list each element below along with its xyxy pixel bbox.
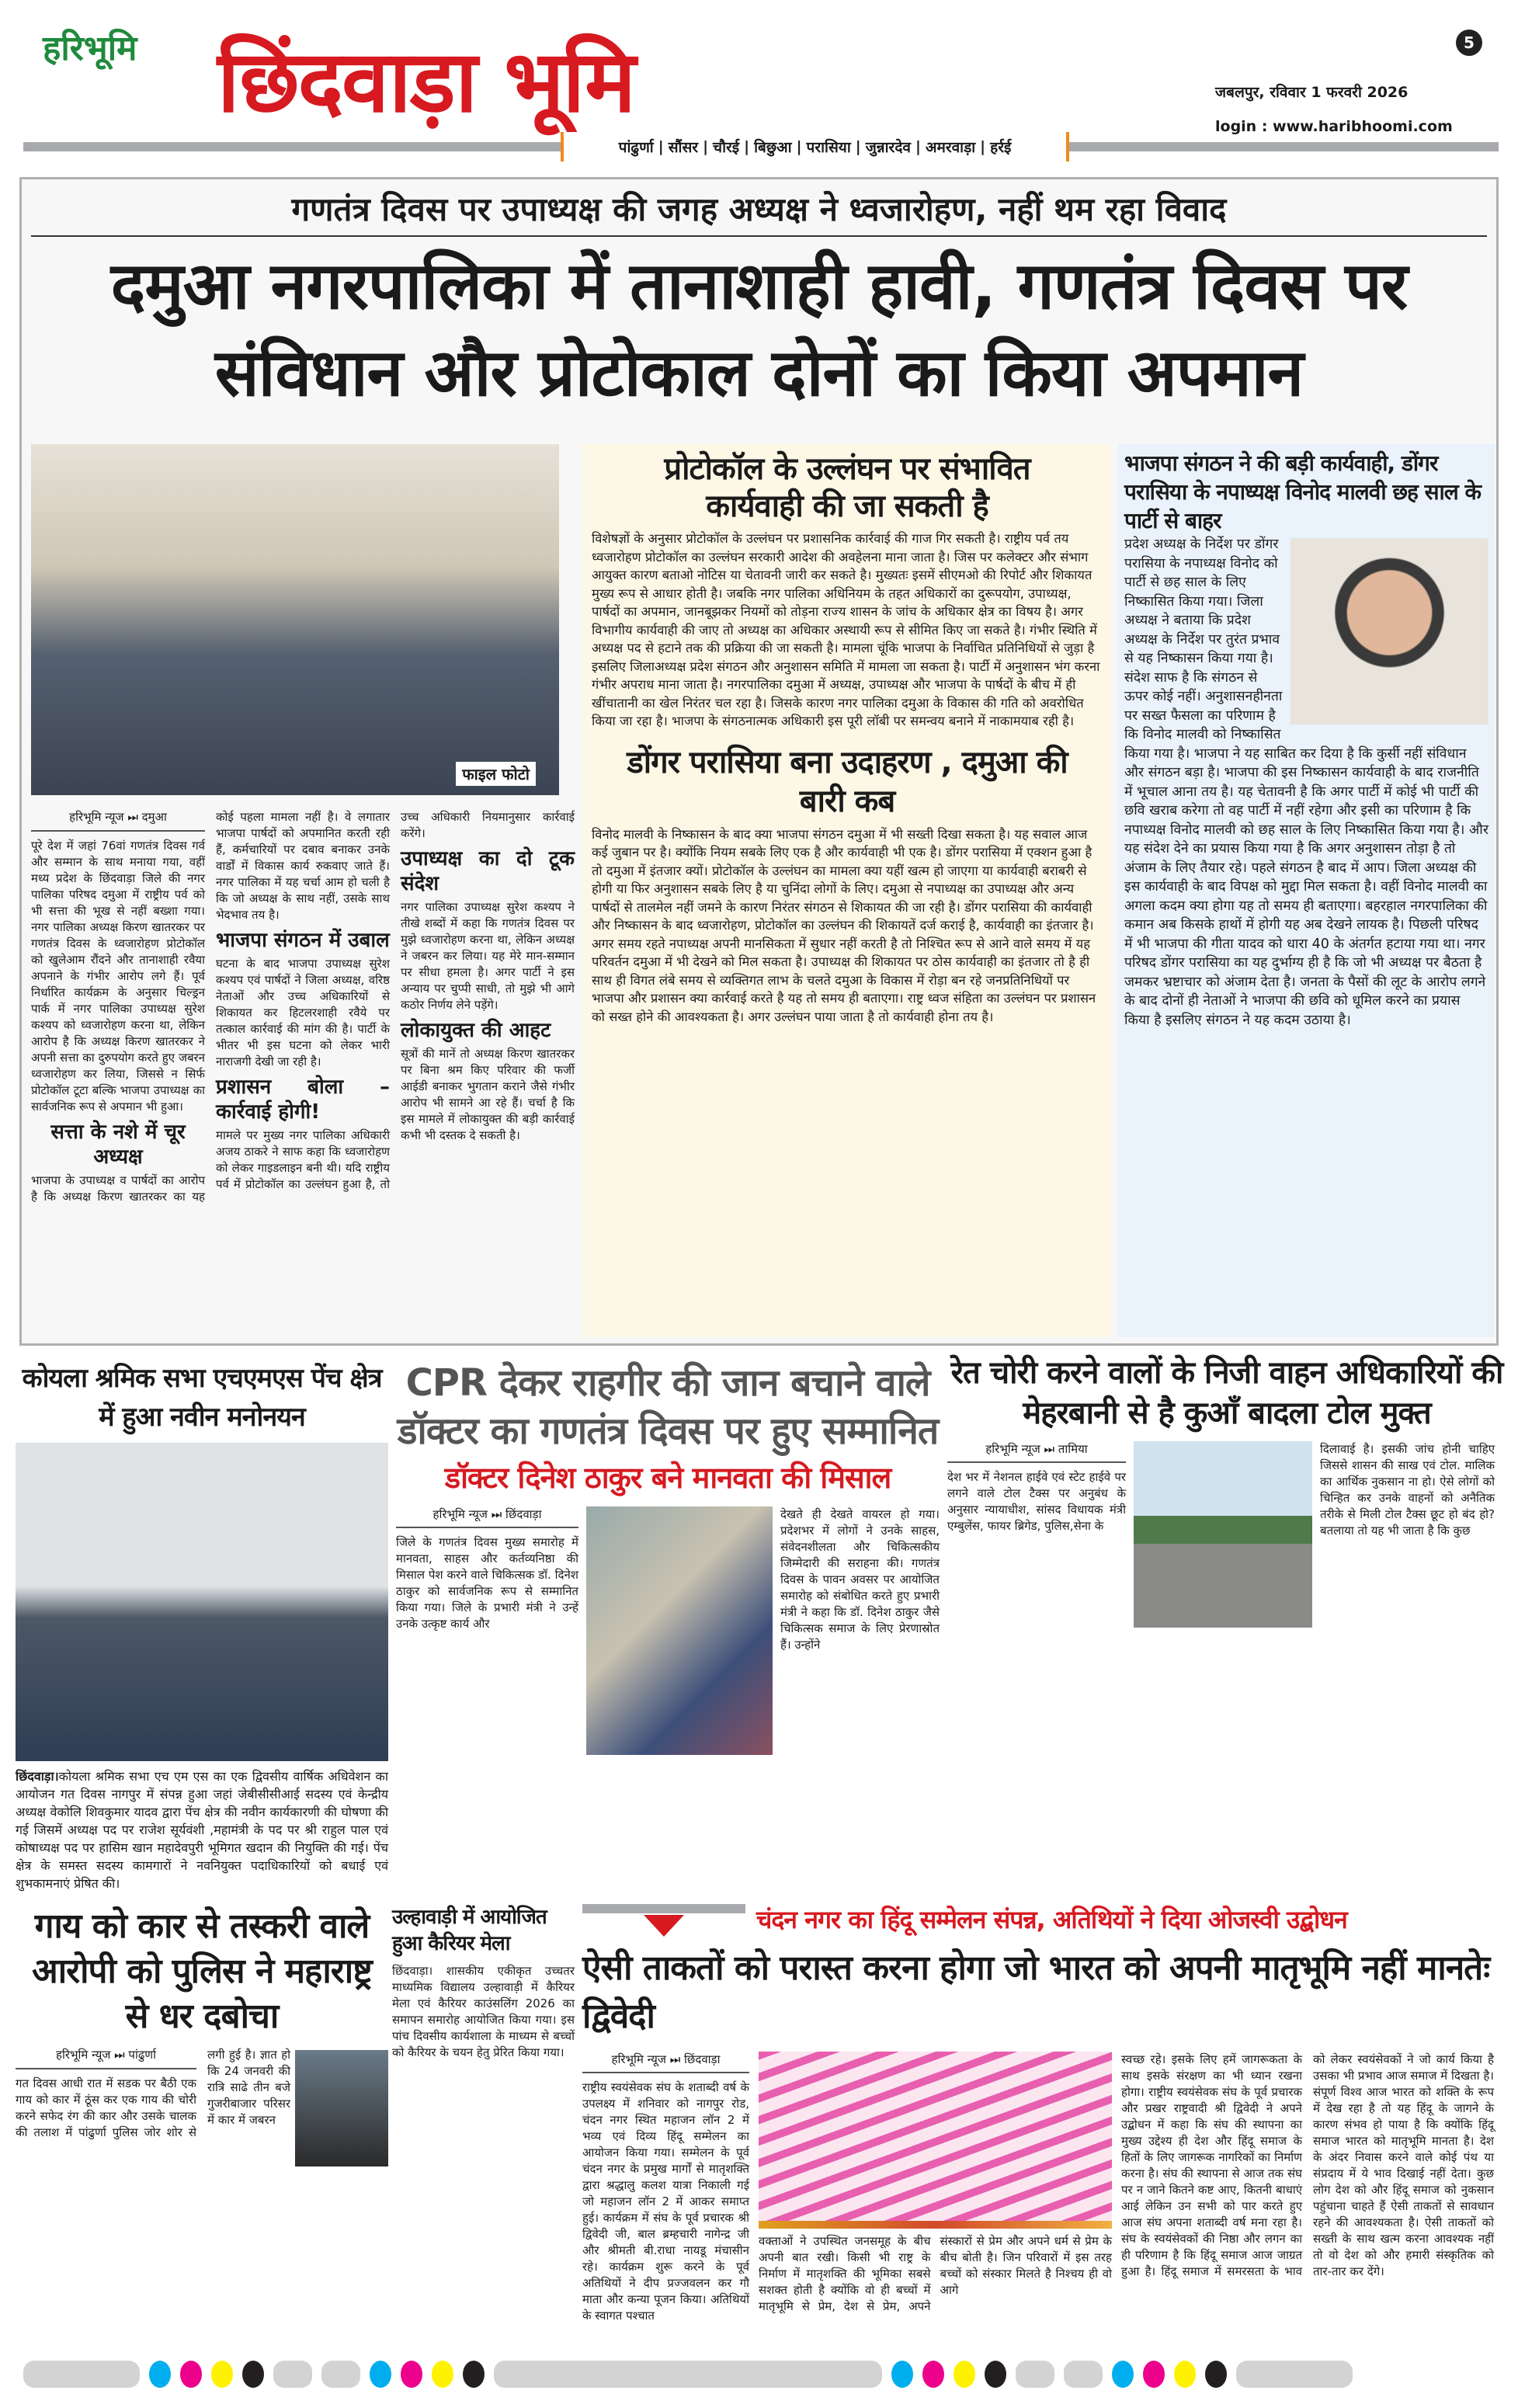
koyla-article bbox=[16, 1359, 388, 1892]
cpr-subhead: डॉक्टर दिनेश ठाकुर बने मानवता की मिसाल bbox=[444, 1461, 891, 1495]
career-headline: उल्हावाड़ी में आयोजित हुआ कैरियर मेला bbox=[392, 1906, 547, 1955]
registration-mark bbox=[922, 2361, 944, 2388]
edition-date: जबलपुर, रविवार 1 फरवरी 2026 bbox=[1215, 84, 1409, 101]
cow-headline: गाय को कार से तस्करी वाले आरोपी को पुलिस ने महाराष्ट्र से धर दबोचा bbox=[32, 1906, 372, 2036]
registration-mark bbox=[985, 2361, 1006, 2388]
registration-mark bbox=[370, 2361, 391, 2388]
dateline: हरिभूमि न्यूज ⏭ छिंदवाड़ा bbox=[582, 2052, 749, 2073]
hindu-kicker: चंदन नगर का हिंदू सम्मेलन संपन्न, अतिथियों ने दिया ओजस्वी उद्बोधन bbox=[756, 1905, 1347, 1934]
registration-mark bbox=[401, 2361, 422, 2388]
registration-mark bbox=[180, 2361, 202, 2388]
koyla-photo bbox=[16, 1443, 388, 1761]
koyla-body bbox=[16, 1767, 388, 1892]
registration-mark bbox=[1064, 2361, 1103, 2388]
registration-mark bbox=[211, 2361, 233, 2388]
brand-logo: हरिभूमि bbox=[43, 29, 137, 68]
koyla-text: कोयला श्रमिक सभा एच एम एस का एक द्विवसीय वार्षिक अधिवेशन का आयोजन गत दिवस नागपुर में संपन्न हुआ जहां जेबीसीसीआई सदस्य एवं केन्द्रीय अध्यक्ष वेकोलि शिवकुमार यादव द्वारा पेंच क्षेत्र की नवीन कार्यकारणी की घोषणा की गई जिसमें अध्यक्ष पद पर राजेश सूर्यवंशी ,महामंत्री के पद पर श्री राहुल पाल एवं कोषाध्यक्ष पद पर हासिम खान महादेवपुरी भूमिगत खदान की नियुक्ति की गई। पेंच क्षेत्र के समस्त सदस्य कामगारों ने नवनियुक्त पदाधिकारियों को बधाई एवं शुभकामनाएं प्रेषित की। bbox=[16, 1769, 388, 1891]
bjp-body: प्रदेश अध्यक्ष के निर्देश पर डोंगर परासिया के नपाध्यक्ष विनोद को पार्टी से छह साल के लिए निष्कासित किया गया। जिला अध्यक्ष ने बताया कि प्रदेश अध्यक्ष के निर्देश पर तुरंत प्रभाव से यह निष्कासन किया गया है। संदेश साफ है कि संगठन से ऊपर कोई नहीं। अनुशासनहीनता पर सख्त फैसला का परिणाम है कि विनोद मालवी को निष्कासित किया गया है। भाजपा ने यह साबित कर दिया है कि कुर्सी नहीं संविधान और संगठन बड़ा है। भाजपा की इस निष्कासन कार्यवाही के बाद राजनीति में भूचाल आना तय है। यह चेतावनी है कि अगर पार्टी में कोई भी पार्टी की छवि खराब करेगा तो वह पार्टी में नहीं रहेगा और इसी का परिणाम है कि नपाध्यक्ष विनोद मालवी को छह साल के लिए निष्कासित किया गया है। और यह संदेश देने का प्रयास किया गया है कि अगर अनुशासन तोड़ा है तो अंजाम के लिए तैयार रहे। पहले संगठन है बाद में आप। जिला अध्यक्ष की इस कार्यवाही के बाद विपक्ष को मुद्दा मिल सकता है। वहीं विनोद मालवी का अगला कदम क्या होगा यह तो समय ही बताएगा। बहरहाल नगरपालिका की कमान अब किसके हाथों में होगी यह अब देखने लायक है। पिछली परिषद में भी भाजपा की गीता यादव को धारा 40 के अंतर्गत हटाया गया था। नगर परिषद डोंगर परासिया का यह दुर्भाग्य ही है कि जो भी अध्यक्ष पर बैठता है जमकर भ्रष्टाचार को अंजाम देता है। जनता के पैसों की लूट के आरोप लगने के बाद दोनों ही नेताओं ने भाजपा की छवि को धूमिल करने का प्रयास किया है इसलिए संगठन ने यह कदम उठाया है। bbox=[1124, 537, 1488, 1028]
lead-paragraph: मामले पर मुख्य नगर पालिका अधिकारी अजय ठाकरे ने साफ कहा कि ध्वजारोहण को लेकर गाइडलाइन बनी थी। यदि राष्ट्रीय पर्व में प्रोटोकॉल का उल्लंघन हुआ है, तो उच्च अधिकारी नियमानुसार कार्रवाई करेंगे। bbox=[216, 810, 575, 1191]
cpr-body: देखते ही देखते वायरल हो गया। प्रदेशभर में लोगों ने उनके साहस, संवेदनशीलता और चिकित्सकीय जिम्मेदारी की सराहना की। गणतंत्र दिवस के पावन अवसर पर आयोजित समारोह को संबोधित करते हुए प्रभारी मंत्री ने कहा कि डॉ. दिनेश ठाकुर जैसे चिकित्सक समाज के लिए प्रेरणास्रोत हैं। उन्होंने bbox=[780, 1507, 940, 1652]
bjp-headline: भाजपा संगठन ने की बड़ी कार्यवाही, डोंगर परासिया के नपाध्यक्ष विनोद मालवी छह साल के पार्टी से बाहर bbox=[1124, 450, 1482, 533]
nav-separator: | bbox=[658, 138, 664, 155]
cow-body: गत दिवस आधी रात में सडक पर बैठी एक गाय को कार में ठूंस कर एक गाय की चोरी करने सफेद रंग की कार और उसके चालक की तलाश में पांढुर्णा पुलिस जोर शोर से लगी हुई है। ज्ञात हो कि 24 जनवरी की रात्रि साढे तीन बजे गुजरीबाजार परिसर में कार में जबरन bbox=[16, 2048, 290, 2139]
sammelan-photo bbox=[759, 2052, 1112, 2221]
nav-separator: | bbox=[796, 138, 802, 155]
subhead: भाजपा संगठन में उबाल bbox=[216, 929, 390, 952]
nav-item-town[interactable]: बिछुआ bbox=[754, 139, 792, 156]
cpr-body: जिले के गणतंत्र दिवस मुख्य समारोह में मानवता, साहस और कर्तव्यनिष्ठा की मिसाल पेश करने वाले चिकित्सक डॉ. दिनेश ठाकुर को सार्वजनिक रूप से सम्मानित किया गया। जिले के प्रभारी मंत्री ने उन्हें उनके उत्कृष्ट कार्य और bbox=[396, 1535, 578, 1631]
photo-caption: फाइल फोटो bbox=[456, 762, 536, 786]
cpr-article bbox=[396, 1359, 940, 1755]
nav-item-town[interactable]: हर्रई bbox=[990, 139, 1012, 156]
registration-mark bbox=[149, 2361, 171, 2388]
nav-item-town[interactable]: परासिया bbox=[806, 139, 851, 156]
cpr-photo bbox=[586, 1506, 773, 1755]
toll-article bbox=[947, 1353, 1506, 1628]
subhead: सत्ता के नशे में चूर अध्यक्ष bbox=[50, 1121, 186, 1169]
town-nav bbox=[561, 132, 1069, 162]
nav-item-town[interactable]: पांढुर्णा bbox=[618, 139, 654, 156]
dateline: हरिभूमि न्यूज ⏭ तामिया bbox=[947, 1441, 1126, 1463]
nav-item-town[interactable]: अमरवाड़ा bbox=[925, 139, 976, 156]
lead-paragraph: पूरे देश में जहां 76वां गणतंत्र दिवस गर्व और सम्मान के साथ मनाया गया, वहीं मध्य प्रदेश के छिंदवाड़ा जिले की नगर पालिका परिषद दमुआ में राष्ट्रीय पर्व को भी सत्ता की भूख से नहीं बख्शा गया। नगर पालिका अध्यक्ष किरण खातरकर पर गणतंत्र दिवस के ध्वजारोहण प्रोटोकॉल को खुलेआम रौंदने और तानाशाही रवैया अपनाने के गंभीर आरोप लगे हैं। पूर्व निर्धारित कार्यक्रम के अनुसार चिल्ड्रन पार्क में नगर पालिका उपाध्यक्ष सुरेश कश्यप को ध्वजारोहण करना था, लेकिन आरोप है कि अध्यक्ष किरण खातरकर ने अपनी सत्ता का दुरुपयोग करते हुए जबरन ध्वजारोहण कर लिया, जिससे न सिर्फ प्रोटोकॉल टूटा बल्कि भाजपा उपाध्यक्ष का सार्वजनिक रूप से अपमान भी हुआ। bbox=[31, 839, 205, 1114]
dongar-headline: डोंगर परासिया बना उदाहरण , दमुआ की बारी कब bbox=[627, 744, 1068, 819]
registration-mark bbox=[1174, 2361, 1196, 2388]
registration-mark bbox=[1236, 2361, 1353, 2388]
cow-article bbox=[16, 1904, 388, 2389]
registration-mark bbox=[432, 2361, 453, 2388]
koyla-headline: कोयला श्रमिक सभा एचएमएस पेंच क्षेत्र में हुआ नवीन मनोनयन bbox=[22, 1363, 382, 1433]
nav-item-town[interactable]: सौंसर bbox=[668, 139, 699, 156]
nav-item-town[interactable]: जुन्नारदेव bbox=[865, 139, 911, 156]
nav-separator: | bbox=[915, 138, 921, 155]
registration-mark bbox=[891, 2361, 913, 2388]
registration-mark bbox=[1016, 2361, 1054, 2388]
website-link[interactable]: login : www.haribhoomi.com bbox=[1215, 118, 1453, 135]
lead-kicker: गणतंत्र दिवस पर उपाध्यक्ष की जगह अध्यक्ष ने ध्वजारोहण, नहीं थम रहा विवाद bbox=[31, 186, 1487, 237]
hindu-body: वक्ताओं ने उपस्थित जनसमूह के बीच अपनी बात रखी। किसी भी राष्ट्र के निर्माण में मातृशक्ति की भूमिका सबसे सशक्त होती है क्योंकि वो ही बच्चों में मातृभूमि से प्रेम, देश से प्रेम, अपने संस्कारों से प्रेम और अपने धर्म से प्रेम के बीच बोती है। जिन परिवारों में इस तरह बच्चों को संस्कार मिलते है निश्चय ही वो आगे bbox=[759, 2234, 1112, 2313]
lead-photo bbox=[31, 444, 559, 795]
toll-body: देश भर में नेशनल हाईवे एवं स्टेट हाईवे पर लगने वाले टोल टैक्स पर अनुबंध के अनुसार न्यायाधीश, सांसद विधायक मंत्री एम्बुलेंस, फायर ब्रिगेड, पुलिस,सेना के bbox=[947, 1470, 1126, 1533]
lead-paragraph: सूत्रों की मानें तो अध्यक्ष किरण खातरकर पर बिना श्रम किए परिवार की फर्जी आईडी बनाकर भुगतान कराने जैसे गंभीर आरोप भी सामने आ रहे हैं। चर्चा है कि इस मामले में लोकायुक्त की बड़ी कार्रवाई कभी भी दस्तक दे सकती है। bbox=[401, 1047, 575, 1142]
print-color-strip bbox=[0, 2361, 1518, 2388]
lead-paragraph: भाजपा के उपाध्यक्ष व पार्षदों का आरोप है कि अध्यक्ष किरण खातरकर का यह कोई पहला मामला नहीं है। वे लगातार भाजपा पार्षदों को अपमानित करती रही हैं, कर्मचारियों पर दबाव बनाकर उनके वार्डों में विकास कार्य रुकवाए जाते हैं। नगर पालिका में यह चर्चा आम हो चली है कि जो अध्यक्ष के साथ नहीं, उसके साथ भेदभाव तय है। bbox=[31, 810, 390, 1204]
vinod-malvi-photo bbox=[1290, 538, 1488, 724]
registration-mark bbox=[321, 2361, 360, 2388]
arrow-icon bbox=[582, 1904, 745, 1937]
lead-article bbox=[31, 809, 575, 1337]
registration-mark bbox=[463, 2361, 485, 2388]
dateline: हरिभूमि न्यूज ⏭ पांढुर्णा bbox=[16, 2047, 196, 2069]
nav-separator: | bbox=[703, 138, 709, 155]
dateline: हरिभूमि न्यूज ⏭ छिंदवाड़ा bbox=[396, 1506, 578, 1528]
subhead: लोकायुक्त की आहट bbox=[401, 1019, 551, 1042]
protocol-body: विशेषज्ञों के अनुसार प्रोटोकॉल के उल्लंघन पर प्रशासनिक कार्रवाई की गाज गिर सकती है। राष्ट्रीय पर्व तय ध्वजारोहण प्रोटोकॉल का उल्लंघन सरकारी आदेश की अवहेलना माना जाता है। जिस पर कलेक्टर और संभाग आयुक्त कारण बताओ नोटिस या चेतावनी जारी कर सकते है। मुख्यतः इसमें सीएमओ की रिपोर्ट और शिकायत मुख्य रूप से आधार होती है। जबकि नगर पालिका अधिनियम के तहत अधिकारों का दुरूपयोग, उपाध्यक्ष, पार्षदों का अपमान, जानबूझकर नियमों को तोड़ना राज्य शासन के जांच के अधिकार क्षेत्र का विषय है। अगर विभागीय कार्यवाही की जाए तो अध्यक्ष का अधिकार अस्थायी रूप से सीमित किए जा सकते है। गंभीर स्थिति में अध्यक्ष पद से हटाने तक की प्रक्रिया की जा सकती है। मामला चूंकि भाजपा के निर्वाचित प्रतिनिधियों से जुड़ा है इसलिए जिलाअध्यक्ष प्रदेश संगठन और अनुशासन समिति में मामला जा सकता है। पार्टी में अनुशासन भंग करना गंभीर अपराध माना जाता है। नगरपालिका दमुआ में अध्यक्ष, उपाध्यक्ष और भाजपा के पार्षदों के बीच में ही खींचातानी का खेल निरंतर चल रहा है। जिसके कारण नगर पालिका दमुआ के विकास की गति को अवरोधित किया जा रहा है। भाजपा के संगठनात्मक अधिकारी इस पूरी लॉबी पर समन्वय बनाने में नाकामयाब रही है। bbox=[592, 531, 1100, 728]
toll-plaza-photo bbox=[1134, 1441, 1312, 1628]
registration-mark bbox=[1112, 2361, 1134, 2388]
hindu-headline: ऐसी ताकतों को परास्त करना होगा जो भारत को अपनी मातृभूमि नहीं मानतेः द्विवेदी bbox=[582, 1948, 1490, 2036]
cow-suspect-photo bbox=[295, 2050, 388, 2167]
lead-paragraph: घटना के बाद भाजपा उपाध्यक्ष सुरेश कश्यप एवं पार्षदों ने जिला अध्यक्ष, वरिष्ठ नेताओं और उच्च अधिकारियों से शिकायत कर हिटलरशाही रवैये पर तत्काल कार्रवाई की मांग की है। पार्टी के भीतर भी इस घटना को लेकर भारी नाराजगी देखी जा रही है। bbox=[216, 957, 390, 1068]
toll-headline: रेत चोरी करने वालों के निजी वाहन अधिकारियों की मेहरबानी से है कुआँ बादला टोल मुक्त bbox=[950, 1355, 1503, 1431]
hindu-body: राष्ट्रीय स्वयंसेवक संघ के शताब्दी वर्ष के उपलक्ष्य में शनिवार को नागपुर रोड, चंदन नगर स्थित महाजन लॉन 2 में भव्य एवं दिव्य हिंदू सम्मेलन का आयोजन किया गया। सम्मेलन के पूर्व चंदन नगर के प्रमुख मार्गों से मातृशक्ति द्वारा श्रद्धालु कलश यात्रा निकाली गई जो महाजन लॉन 2 में आकर समाप्त हुई। कार्यक्रम में संघ के पूर्व प्रचारक श्री द्विवेदी जी, बाल ब्रम्हचारी नागेन्द्र जी और श्रीमती बी.राधा नायडू मंचासीन रहे। कार्यक्रम शुरू करने के पूर्व अतिथियों ने दीप प्रज्जवलन कर गौ माता और कन्या पूजन किया। अतिथियों के स्वागत पश्चात bbox=[582, 2080, 749, 2323]
toll-body: दिलावाई है। इसकी जांच होनी चाहिए जिससे शासन की साख एवं टोल. मालिक का आर्थिक नुकसान ना हो। ऐसे लोगों को चिन्हित कर उनके वाहनों को अनैतिक तरीके से मिली टोल टैक्स छूट हो बंद हो? बतलाया तो यह भी जाता है कि कुछ bbox=[1320, 1442, 1495, 1538]
registration-mark bbox=[242, 2361, 264, 2388]
protocol-sidebar bbox=[582, 444, 1112, 1337]
page-number-badge: 5 bbox=[1456, 30, 1482, 56]
cow-body-columns bbox=[16, 2047, 388, 2389]
nav-separator: | bbox=[980, 138, 986, 155]
nav-separator: | bbox=[744, 138, 750, 155]
section-title: छिंदवाड़ा भूमि bbox=[217, 32, 634, 131]
cpr-headline: CPR देकर राहगीर की जान बचाने वाले डॉक्टर का गणतंत्र दिवस पर हुए सम्मानित bbox=[397, 1361, 939, 1453]
nav-separator: | bbox=[855, 138, 861, 155]
subhead: उपाध्यक्ष का दो टूक संदेश bbox=[401, 847, 575, 895]
hindu-article bbox=[582, 1904, 1506, 2393]
dongar-body: विनोद मालवी के निष्कासन के बाद क्या भाजपा संगठन दमुआ में भी सख्ती दिखा सकता है। यह सवाल आज कई जुबान पर है। क्योंकि नियम सबके लिए एक है और कार्यवाही भी एक है। डोंगर परासिया में एक्शन हुआ है तो दमुआ में इंतजार क्यों। प्रोटोकॉल के उल्लंघन का मामला क्या यहीं खत्म हो जाएगा या कार्यवाही बराबरी से होगी या फिर अनुशासन सबके लिए है या चुनिंदा लोगों के लिए। दमुआ से नपाध्यक्ष का उपाध्यक्ष और अन्य पार्षदों से तालमेल नहीं जमने के कारण निरंतर संगठन से शिकायत की जा रही है। डोंगर परासिया की कार्यवाही और निष्कासन के बाद ध्वजारोहण, प्रोटोकॉल का उल्लंघन की शिकायतें दर्ज कराई है, कार्यवाही का इंतजार है। अगर समय रहते नपाध्यक्ष अपनी मानसिकता में सुधार नहीं करती है तो निश्चित रूप से आने वाले समय में यह परिवर्तन दमुआ में भी देखने को मिल सकता है। उपाध्यक्ष की शिकायत पर ठोस कार्यवाही का इंतजार तो है ही साथ ही विगत लंबे समय से व्यक्तिगत लाभ के चलते दमुआ के विकास में रोड़ा बन रहे जनप्रतिनिधियों पर भाजपा और प्रशासन क्या कार्रवाई करते है यह तो समय ही बताएगा। राष्ट्र ध्वज संहिता का उल्लंघन पर प्रशासन को सख्त होने की आवश्यकता है। अगर उल्लंघन पाया जाता है तो कार्यवाही होना तय है। bbox=[592, 826, 1096, 1024]
place-label: छिंदवाड़ा। bbox=[16, 1769, 59, 1784]
subhead: प्रशासन बोला – कार्रवाई होगी! bbox=[216, 1075, 390, 1124]
hindu-body: स्वच्छ रहे। इसके लिए हमें जागरूकता के साथ इसके संरक्षण का भी ध्यान रखना होगा। राष्ट्रीय स्वयंसेवक संघ के पूर्व प्रचारक और प्रखर राष्ट्रवादी श्री द्विवेदी ने अपने उद्बोधन में कहा कि संघ की स्थापना का मुख्य उद्देश्य ही देश और हिंदू समाज के हितों के लिए जागरूक नागरिकों का निर्माण करना है। संघ की स्थापना से आज तक संघ पर न जाने कितने कष्ट आए, कितनी बाधाएं आई लेकिन उन सभी को पार करते हुए आज संघ अपना शताब्दी वर्ष मना रहा है। संघ के स्वयंसेवकों की निष्ठा और लगन का ही परिणाम है कि हिंदू समाज आज जाग्रत हुआ है। हिंदू समाज में समरसता के भाव को लेकर स्वयंसेवकों ने जो कार्य किया है उसका भी प्रभाव आज समाज में दिखता है। संपूर्ण विश्व आज भारत को शक्ति के रूप में देख रहा है तो यह हिंदू के जागने के कारण संभव हो पाया है कि क्योंकि हिंदू समाज भारत को मातृभूमि मानता है। देश के अंदर निवास करने वाले कोई पंथ या संप्रदाय में ये भाव दिखाई नहीं देता। कुछ लोग देश को और हिंदू समाज को नुकसान पहुंचाना चाहते हैं ऐसी ताकतों से सावधान रहने की आवश्यकता है। ऐसी ताकतों को सख्ती के साथ खत्म करना आवश्यक नहीं तो वो देश को और हमारी संस्कृतिक को तार-तार कर देंगे। bbox=[1121, 2052, 1494, 2278]
career-article bbox=[392, 1904, 575, 2061]
registration-mark bbox=[23, 2361, 140, 2388]
lead-headline: दमुआ नगरपालिका में तानाशाही हावी, गणतंत्र दिवस पर संविधान और प्रोटोकाल दोनों का किया अपमान bbox=[110, 248, 1408, 411]
bjp-action-sidebar bbox=[1118, 444, 1495, 1337]
nav-item-town[interactable]: चौरई bbox=[713, 139, 740, 156]
registration-mark bbox=[273, 2361, 312, 2388]
lead-paragraph: नगर पालिका उपाध्यक्ष सुरेश कश्यप ने तीखे शब्दों में कहा कि गणतंत्र दिवस पर मुझे ध्वजारोहण करना था, लेकिन अध्यक्ष ने जबरन कर लिया। यह मेरे मान-सम्मान पर सीधा हमला है। अगर पार्टी ने इस अन्याय पर चुप्पी साधी, तो मुझे भी आगे कठोर निर्णय लेने पड़ेंगे। bbox=[401, 900, 575, 1012]
dateline: हरिभूमि न्यूज ⏭ दमुआ bbox=[31, 809, 205, 832]
registration-mark bbox=[1143, 2361, 1165, 2388]
registration-mark bbox=[1205, 2361, 1227, 2388]
career-body: छिंदवाड़ा। शासकीय एकीकृत उच्चतर माध्यमिक विद्यालय उल्हावाड़ी में कैरियर मेला एवं कैरियर काउंसलिंग 2026 का समापन समारोह आयोजित किया गया। इस पांच दिवसीय कार्यशाला के माध्यम से बच्चों को कैरियर के चयन हेतु प्रेरित किया गया। bbox=[392, 1964, 575, 2059]
registration-mark bbox=[954, 2361, 975, 2388]
registration-mark bbox=[494, 2361, 882, 2388]
protocol-headline: प्रोटोकॉल के उल्लंघन पर संभावित कार्यवाही की जा सकती है bbox=[664, 451, 1030, 524]
